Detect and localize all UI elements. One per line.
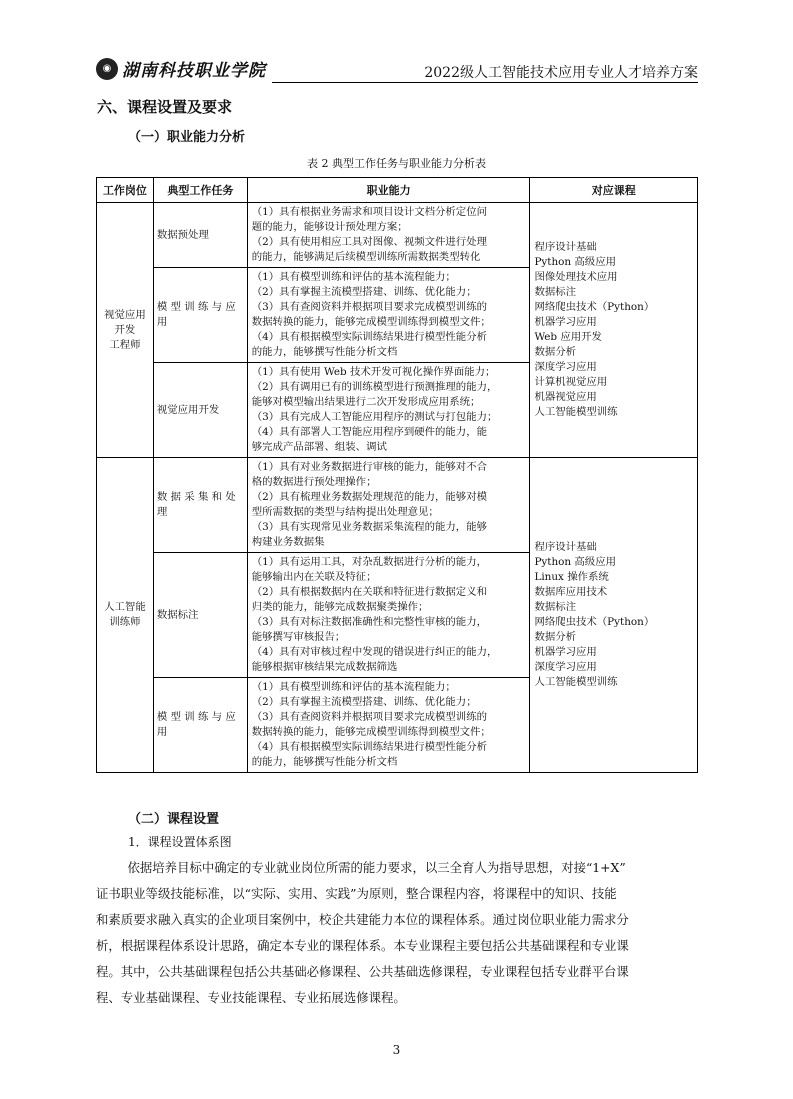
ability-cell-line: 够完成产品部署、组装、调试 xyxy=(251,441,387,453)
course-cell-line: 机器学习应用 xyxy=(534,316,597,328)
course-cell-line: 机器学习应用 xyxy=(534,646,597,658)
ability-cell-line: 的能力，能够撰写性能分析文档 xyxy=(251,756,398,768)
ability-cell-line: （1）具有根据业务需求和项目设计文档分析定位问 xyxy=(251,206,487,218)
job-post-cell-line: 训练师 xyxy=(109,616,141,628)
ability-cell-line: （2）具有掌握主流模型搭建、训练、优化能力； xyxy=(251,696,477,708)
course-cell-line: Python 高级应用 xyxy=(534,556,616,568)
course-cell-line: 网络爬虫技术（Python） xyxy=(534,301,655,313)
task-cell-line: 数 据 采 集 和 处 xyxy=(156,491,236,503)
task-cell-line: 用 xyxy=(156,726,168,738)
ability-cell-line: 数据转换的能力，能够完成模型训练得到模型文件； xyxy=(251,316,491,328)
ability-cell-line: （3）具有对标注数据准确性和完整性审核的能力， xyxy=(251,616,487,628)
task-cell xyxy=(153,678,247,773)
task-cell-line: 用 xyxy=(156,316,168,328)
header-task: 典型工作任务 xyxy=(153,178,247,203)
paragraph-line: 和素质要求融入真实的企业项目案例中，校企共建能力本位的课程体系。通过岗位职业能力需求分 xyxy=(96,912,629,927)
table-caption: 表 2 典型工作任务与职业能力分析表 xyxy=(307,157,486,170)
ability-cell-line: （2）具有使用相应工具对图像、视频文件进行处理 xyxy=(251,236,487,248)
subsubsection-title: 1．课程设置体系图 xyxy=(128,835,232,849)
task-cell-line: 视觉应用开发 xyxy=(156,403,220,416)
ability-cell-line: （4）具有根据模型实际训练结果进行模型性能分析 xyxy=(251,331,487,343)
school-name: 湖南科技职业学院 xyxy=(122,61,266,81)
table-row xyxy=(97,458,698,553)
paragraph-line: 程。其中，公共基础课程包括公共基础必修课程、公共基础选修课程，专业课程包括专业群平台课 xyxy=(96,964,629,979)
ability-cell-line: （1）具有对业务数据进行审核的能力，能够对不合 xyxy=(251,461,487,473)
ability-cell-line: （3）具有查阅资料并根据项目要求完成模型训练的 xyxy=(251,711,487,723)
ability-cell-line: （1）具有使用 Web 技术开发可视化操作界面能力； xyxy=(251,366,496,378)
ability-cell-line: （4）具有部署人工智能应用程序到硬件的能力，能 xyxy=(251,426,487,438)
course-cell-line: 程序设计基础 xyxy=(534,241,597,253)
school-logo xyxy=(96,56,266,81)
ability-cell-line: （3）具有完成人工智能应用程序的测试与打包能力； xyxy=(251,411,498,423)
task-cell xyxy=(153,458,247,553)
ability-cell xyxy=(247,363,530,458)
header-divider xyxy=(272,82,698,83)
ability-cell-line: 格的数据进行预处理操作； xyxy=(251,476,377,488)
ability-cell-line: 型所需数据的类型与结构提出处理意见； xyxy=(251,506,439,518)
table-row xyxy=(97,203,698,268)
ability-cell xyxy=(247,268,530,363)
ability-cell-line: 能够根据审核结果完成数据筛选 xyxy=(251,661,398,673)
ability-cell-line: （1）具有运用工具，对杂乱数据进行分析的能力， xyxy=(251,556,487,568)
ability-cell-line: 数据转换的能力，能够完成模型训练得到模型文件； xyxy=(251,726,491,738)
course-cell-line: 数据标注 xyxy=(534,286,576,298)
task-cell xyxy=(153,268,247,363)
paragraph-line: 证书职业等级技能标准，以“实际、实用、实践”为原则，整合课程内容，将课程中的知识、技能 xyxy=(96,886,617,901)
course-cell xyxy=(530,203,698,458)
task-cell-line: 模 型 训 练 与 应 xyxy=(156,711,236,723)
job-post-cell-line: 人工智能 xyxy=(104,601,146,613)
course-cell-line: 深度学习应用 xyxy=(534,661,597,673)
task-cell-line: 数据标注 xyxy=(156,608,199,621)
ability-cell-line: （3）具有查阅资料并根据项目要求完成模型训练的 xyxy=(251,301,487,313)
ability-cell-line: 能够对模型输出结果进行二次开发形成应用系统； xyxy=(251,396,481,408)
ability-cell-line: （2）具有掌握主流模型搭建、训练、优化能力； xyxy=(251,286,477,298)
course-cell-line: 人工智能模型训练 xyxy=(534,676,618,688)
task-cell-line: 数据预处理 xyxy=(156,228,209,241)
subsection-title-2: （二）课程设置 xyxy=(128,812,220,827)
page-number: 3 xyxy=(392,1043,401,1057)
header-post: 工作岗位 xyxy=(97,178,154,203)
ability-cell-line: （3）具有实现常见业务数据采集流程的能力，能够 xyxy=(251,521,487,533)
ability-cell-line: （1）具有模型训练和评估的基本流程能力； xyxy=(251,271,456,283)
ability-cell-line: （4）具有根据模型实际训练结果进行模型性能分析 xyxy=(251,741,487,753)
course-cell-line: Linux 操作系统 xyxy=(534,571,609,583)
course-cell-line: 网络爬虫技术（Python） xyxy=(534,616,655,628)
ability-cell-line: （2）具有根据数据内在关联和特征进行数据定义和 xyxy=(251,586,487,598)
document-title: 2022级人工智能技术应用专业人才培养方案 xyxy=(424,65,698,81)
course-cell-line: 数据标注 xyxy=(534,601,576,613)
job-post-cell xyxy=(97,203,154,458)
course-cell-line: 图像处理技术应用 xyxy=(534,271,618,283)
task-cell-line: 模 型 训 练 与 应 xyxy=(156,301,236,313)
course-cell-line: 数据分析 xyxy=(534,631,576,643)
table-header-row xyxy=(97,178,698,203)
body-paragraph xyxy=(96,855,698,1011)
course-cell-line: 数据库应用技术 xyxy=(534,586,608,598)
ability-cell xyxy=(247,678,530,773)
task-cell-line: 理 xyxy=(156,506,168,518)
ability-cell xyxy=(247,553,530,678)
job-post-cell xyxy=(97,458,154,773)
ability-cell-line: （1）具有模型训练和评估的基本流程能力； xyxy=(251,681,456,693)
ability-cell-line: 构建业务数据集 xyxy=(251,536,325,548)
ability-cell-line: （2）具有梳理业务数据处理规范的能力，能够对模 xyxy=(251,491,487,503)
course-cell-line: 人工智能模型训练 xyxy=(534,406,618,418)
paragraph-line: 析，根据课程体系设计思路，确定本专业的课程体系。本专业课程主要包括公共基础课程和专业课 xyxy=(96,938,629,953)
ability-cell-line: （2）具有调用已有的训练模型进行预测推理的能力， xyxy=(251,381,498,393)
ability-cell xyxy=(247,203,530,268)
course-cell-line: 计算机视觉应用 xyxy=(534,376,608,388)
header-ability: 职业能力 xyxy=(247,178,530,203)
ability-cell-line: 能够撰写审核报告； xyxy=(251,631,346,643)
ability-analysis-table xyxy=(96,177,698,773)
task-cell xyxy=(153,203,247,268)
ability-cell-line: 的能力，能够撰写性能分析文档 xyxy=(251,346,398,358)
course-cell-line: 深度学习应用 xyxy=(534,361,597,373)
ability-cell xyxy=(247,458,530,553)
ability-cell-line: 的能力，能够满足后续模型训练所需数据类型转化 xyxy=(251,251,481,263)
course-cell-line: 机器视觉应用 xyxy=(534,391,597,403)
course-cell-line: 数据分析 xyxy=(534,346,576,358)
task-cell xyxy=(153,553,247,678)
paragraph-line: 程、专业基础课程、专业技能课程、专业拓展选修课程。 xyxy=(96,990,406,1005)
course-cell-line: 程序设计基础 xyxy=(534,541,597,553)
ability-cell-line: 能够输出内在关联及特征； xyxy=(251,571,377,583)
ability-cell-line: 题的能力，能够设计预处理方案； xyxy=(251,221,408,233)
job-post-cell-line: 开发 xyxy=(114,323,136,336)
job-post-cell-line: 工程师 xyxy=(109,338,141,351)
subsection-title-1: （一）职业能力分析 xyxy=(128,130,246,145)
course-cell xyxy=(530,458,698,773)
section-title: 六、课程设置及要求 xyxy=(97,98,233,116)
job-post-cell-line: 视觉应用 xyxy=(104,308,146,321)
ability-cell-line: （4）具有对审核过程中发现的错误进行纠正的能力， xyxy=(251,646,498,658)
header-course: 对应课程 xyxy=(530,178,698,203)
page-header xyxy=(96,56,698,86)
course-cell-line: Web 应用开发 xyxy=(534,331,602,343)
ability-cell-line: 归类的能力，能够完成数据聚类操作； xyxy=(251,601,429,613)
paragraph-line: 依据培养目标中确定的专业就业岗位所需的能力要求，以三全育人为指导思想，对接“1+X” xyxy=(96,860,626,875)
task-cell xyxy=(153,363,247,458)
course-cell-line: Python 高级应用 xyxy=(534,256,616,268)
school-seal-icon: ◉ xyxy=(96,58,118,80)
